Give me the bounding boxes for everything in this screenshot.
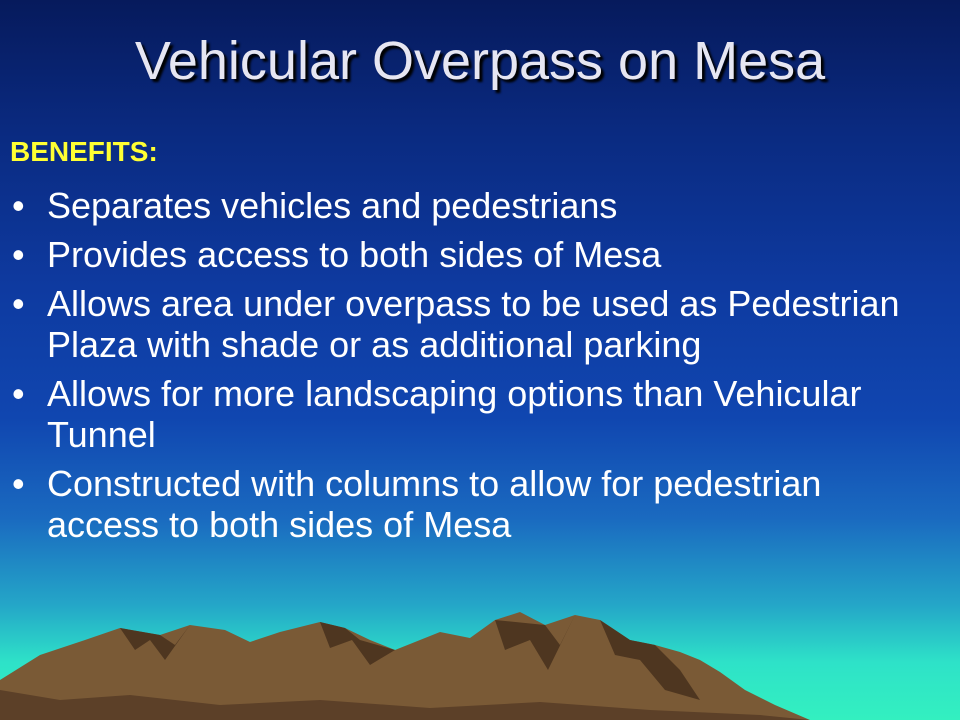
bullet-text: Allows for more landscaping options than Vehicular Tunnel <box>47 373 862 455</box>
bullet-text: Provides access to both sides of Mesa <box>47 234 662 275</box>
bullet-item <box>10 373 940 455</box>
bullet-item <box>10 185 940 226</box>
bullet-list <box>10 185 940 553</box>
section-label: BENEFITS: <box>10 136 158 167</box>
bullet-item <box>10 283 940 365</box>
bullet-text: Constructed with columns to allow for pedestrian access to both sides of Mesa <box>47 463 822 545</box>
bullet-text: Separates vehicles and pedestrians <box>47 185 618 226</box>
bullet-icon: • <box>12 463 25 504</box>
slide-title: Vehicular Overpass on Mesa <box>134 31 826 91</box>
bullet-icon: • <box>12 373 25 414</box>
bullet-item <box>10 463 940 545</box>
bullet-text: Allows area under overpass to be used as Pedestrian Plaza with shade or as additional parking <box>47 283 900 365</box>
bullet-icon: • <box>12 185 25 226</box>
bullet-icon: • <box>12 283 25 324</box>
bullet-icon: • <box>12 234 25 275</box>
bullet-item <box>10 234 940 275</box>
